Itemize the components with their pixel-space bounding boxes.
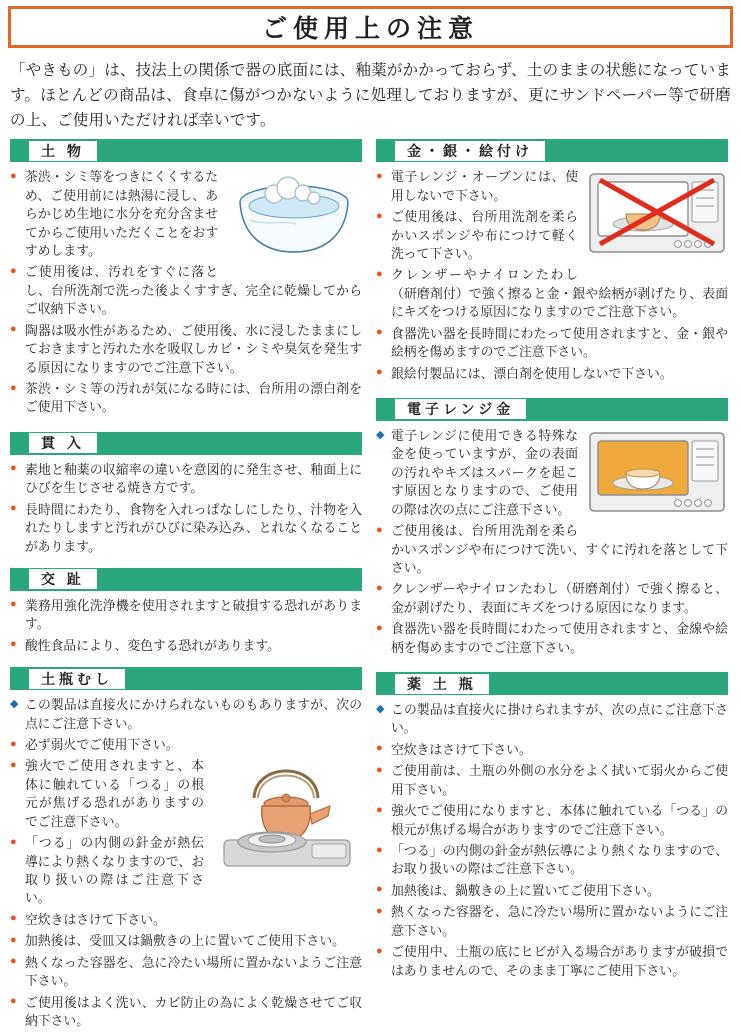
page-root: [0, 6, 741, 1030]
list-item: ● ご使用後は、汚れをすぐに落とし、台所洗剤で洗った後よくすすぎ、完全に乾燥してからご収納下さい。: [10, 263, 362, 318]
section-label: 土 物: [28, 140, 98, 162]
list-item: ● 茶渋・シミ等の汚れが気になる時には、台所用の漂白剤をご使用下さい。: [10, 380, 362, 417]
list-item: ◆ この製品は直接火にかけられないものもありますが、次の点にご注意下さい。: [10, 696, 362, 733]
list-item: ● ご使用中、土瓶の底にヒビが入る場合がありますが破損ではありませんので、そのまま丁寧にご使用下さい。: [376, 943, 728, 980]
right-column: [376, 139, 728, 1033]
list-item: ● 空炊きはさけて下さい。: [10, 911, 362, 929]
content-columns: [10, 139, 731, 1033]
list-item: ● 茶渋・シミ等をつきにくくするため、ご使用前には熱湯に浸し、あらかじめ生地に水分を充分含ませてからご使用いただくことをおすすめします。: [10, 168, 362, 260]
list-item: ● クレンザーやナイロンたわし（研磨剤付）で強く擦ると、金が剥げたり、表面にキズをつける原因になります。: [376, 580, 728, 617]
page-title: ご使用上の注意: [261, 15, 479, 43]
list-item: ◆ この製品は直接火に掛けられますが、次の点にご注意下さい。: [376, 701, 728, 738]
section-heading-dobinmushi: [10, 667, 362, 690]
list-item: ● 業務用強化洗浄機を使用されますと破損する恐れがあります。: [10, 597, 362, 634]
section-heading-tsuchimono: [10, 139, 362, 162]
list-item: ● 食器洗い器を長時間にわたって使用されますと、金・銀や絵柄を傷めますのでご注意下さい。: [376, 325, 728, 362]
list-item: ● 銀絵付製品には、漂白剤を使用しないで下さい。: [376, 365, 728, 383]
list-item: ● 必ず弱火でご使用下さい。: [10, 736, 362, 754]
section-list-kinginetsuke: [376, 168, 728, 383]
section-body-denshirenji-kin: [376, 427, 728, 660]
list-item: ● 酸性食品により、変色する恐れがあります。: [10, 637, 362, 655]
section-heading-kannyu: [10, 432, 362, 455]
list-item: ● 熱くなった容器を、急に冷たい場所に置かないようにご注意下さい。: [376, 903, 728, 940]
list-item: ● 加熱後は、鍋敷きの上に置いてご使用下さい。: [376, 882, 728, 900]
section-list-kannyu: [10, 461, 362, 556]
section-heading-kochi: [10, 568, 362, 591]
section-label: 交 趾: [28, 568, 98, 590]
section-list-denshirenji-kin: [376, 427, 728, 657]
list-item: ● 長時間にわたり、食物を入れっぱなしにしたり、汁物を入れたりしますと汚れがひびに染み込み、とれなくなることがあります。: [10, 501, 362, 556]
section-label: 電子レンジ金: [394, 398, 527, 420]
section-body-tsuchimono: [10, 168, 362, 419]
section-heading-kusuri-dobin: [376, 672, 728, 695]
section-list-kusuri-dobin: [376, 701, 728, 980]
section-body-kinginetsuke: [376, 168, 728, 386]
section-list-tsuchimono: [10, 168, 362, 416]
list-item: ● 「つる」の内側の針金が熱伝導により熱くなりますので、お取り扱いの際はご注意下さい。: [376, 842, 728, 879]
section-label: 金・銀・絵付け: [394, 140, 546, 162]
section-body-dobinmushi: [10, 696, 362, 1033]
list-item: ● ご使用前は、土瓶の外側の水分をよく拭いて弱火からご使用下さい。: [376, 762, 728, 799]
section-heading-kinginetsuke: [376, 139, 728, 162]
list-item: ● 強火でご使用になりますと、本体に触れている「つる」の根元が焦げる場合がありますのでご注意下さい。: [376, 802, 728, 839]
list-item: ● 素地と釉薬の収縮率の違いを意図的に発生させ、釉面上にひびを生じさせる焼き方です。: [10, 461, 362, 498]
section-list-dobinmushi: [10, 736, 362, 1030]
section-label: 土瓶むし: [28, 668, 126, 690]
left-column: [10, 139, 362, 1033]
list-item: ● 電子レンジ・オーブンには、使用しないで下さい。: [376, 168, 728, 205]
list-item: ● 空炊きはさけて下さい。: [376, 741, 728, 759]
list-item: ● 陶器は吸水性があるため、ご使用後、水に浸したままにしておきますと汚れた水を吸収しカビ・シミや臭気を発生する原因になりますのでご注意下さい。: [10, 322, 362, 377]
list-item: ◆ 電子レンジに使用できる特殊な金を使っていますが、金の表面の汚れやキズはスパークを起こす原因となりますので、ご使用の際は次の点にご注意下さい。: [376, 427, 728, 519]
section-list-dobinmushi-top: [10, 696, 362, 733]
list-item: ● 加熱後は、受皿又は鍋敷きの上に置いてご使用下さい。: [10, 932, 362, 950]
section-label: 貫 入: [28, 432, 98, 454]
list-item: ● ご使用後は、台所用洗剤を柔らかいスポンジや布につけて洗い、すぐに汚れを落として下さい。: [376, 522, 728, 577]
intro-paragraph: 「やきもの」は、技法上の関係で器の底面には、釉薬がかかっておらず、土のままの状態になっています。ほとんどの商品は、食卓に傷がつかないように処理しておりますが、更にサンドペーパー等で研磨の上、ご使用いただければ幸いです。: [10, 62, 731, 130]
list-item: ● ご使用後はよく洗い、カビ防止の為によく乾燥させてご収納下さい。: [10, 994, 362, 1031]
section-heading-denshirenji-kin: [376, 398, 728, 421]
section-label: 薬 土 瓶: [394, 673, 490, 695]
page-header: [8, 6, 733, 48]
list-item: ● 食器洗い器を長時間にわたって使用されますと、金線や絵柄を傷めますのでご注意下さい。: [376, 620, 728, 657]
list-item: ● 「つる」の内側の針金が熱伝導により熱くなりますので、お取り扱いの際はご注意下さい。: [10, 834, 362, 908]
list-item: ● ご使用後は、台所用洗剤を柔らかいスポンジや布につけて軽く洗って下さい。: [376, 208, 728, 263]
list-item: ● クレンザーやナイロンたわし（研磨剤付）で強く擦ると金・銀や絵柄が剥げたり、表面にキズをつける原因になりますのでご注意下さい。: [376, 266, 728, 321]
list-item: ● 熱くなった容器を、急に冷たい場所に置かないようご注意下さい。: [10, 954, 362, 991]
section-list-kochi: [10, 597, 362, 655]
list-item: ● 強火でご使用されますと、本体に触れている「つる」の根元が焦げる恐れがありますのでご注意下さい。: [10, 757, 362, 831]
